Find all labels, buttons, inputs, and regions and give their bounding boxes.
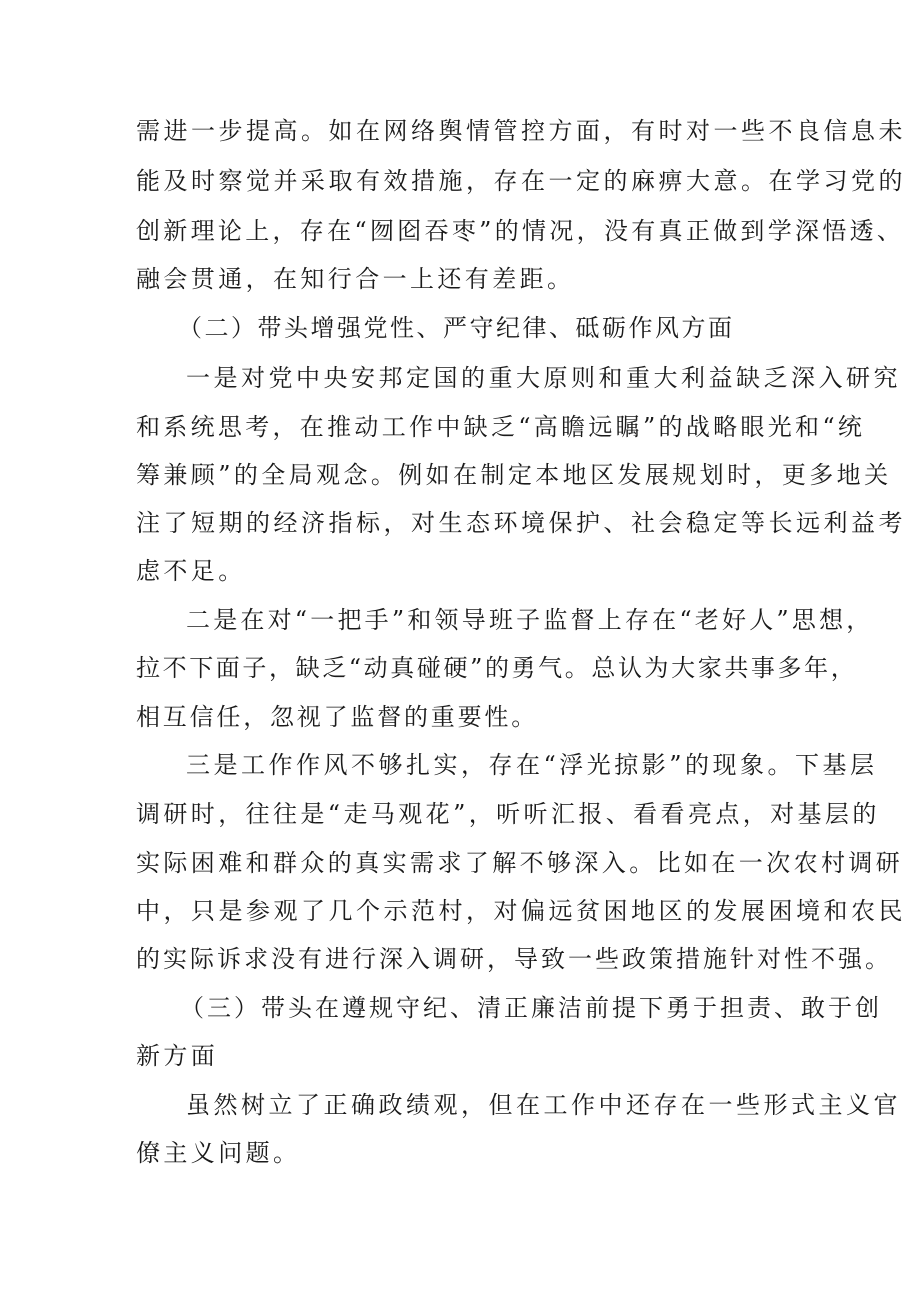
text-line: 拉不下面子，缺乏“动真碰硬”的勇气。总认为大家共事多年， [136,654,858,682]
text-line: 和系统思考，在推动工作中缺乏“高瞻远瞩”的战略眼光和“统 [136,413,866,441]
text-line: 能及时察觉并采取有效措施，存在一定的麻痹大意。在学习党的 [136,167,906,195]
text-line: 注了短期的经济指标，对生态环境保护、社会稳定等长远利益考 [136,509,906,537]
text-line: 虽然树立了正确政绩观，但在工作中还存在一些形式主义官 [186,1091,901,1119]
text-line: 调研时，往往是“走马观花”，听听汇报、看看亮点，对基层的 [136,800,880,828]
section-heading: （二）带头增强党性、严守纪律、砥砺作风方面 [178,314,735,342]
text-line: 三是工作作风不够扎实，存在“浮光掠影”的现象。下基层 [186,751,878,779]
text-line: 二是在对“一把手”和领导班子监督上存在“老好人”思想， [186,606,874,634]
text-line: 一是对党中央安邦定国的重大原则和重大利益缺乏深入研究 [186,364,901,392]
text-line: 中，只是参观了几个示范村，对偏远贫困地区的发展困境和农民 [136,897,906,925]
text-line: 需进一步提高。如在网络舆情管控方面，有时对一些不良信息未 [136,117,906,145]
text-line: 虑不足。 [136,557,246,585]
text-line: 僚主义问题。 [136,1139,301,1167]
text-line: 实际困难和群众的真实需求了解不够深入。比如在一次农村调研 [136,849,904,877]
text-line: 相互信任，忽视了监督的重要性。 [136,703,538,731]
text-line: 筹兼顾”的全局观念。例如在制定本地区发展规划时，更多地关 [136,461,892,489]
text-line: 的实际诉求没有进行深入调研，导致一些政策措施针对性不强。 [136,945,892,973]
text-line: 融会贯通，在知行合一上还有差距。 [136,265,575,293]
text-line: 创新理论上，存在“囫囵吞枣”的情况，没有真正做到学深悟透、 [136,217,905,245]
section-heading: 新方面 [136,1042,219,1070]
section-heading: （三）带头在遵规守纪、清正廉洁前提下勇于担责、敢于创 [180,994,882,1022]
